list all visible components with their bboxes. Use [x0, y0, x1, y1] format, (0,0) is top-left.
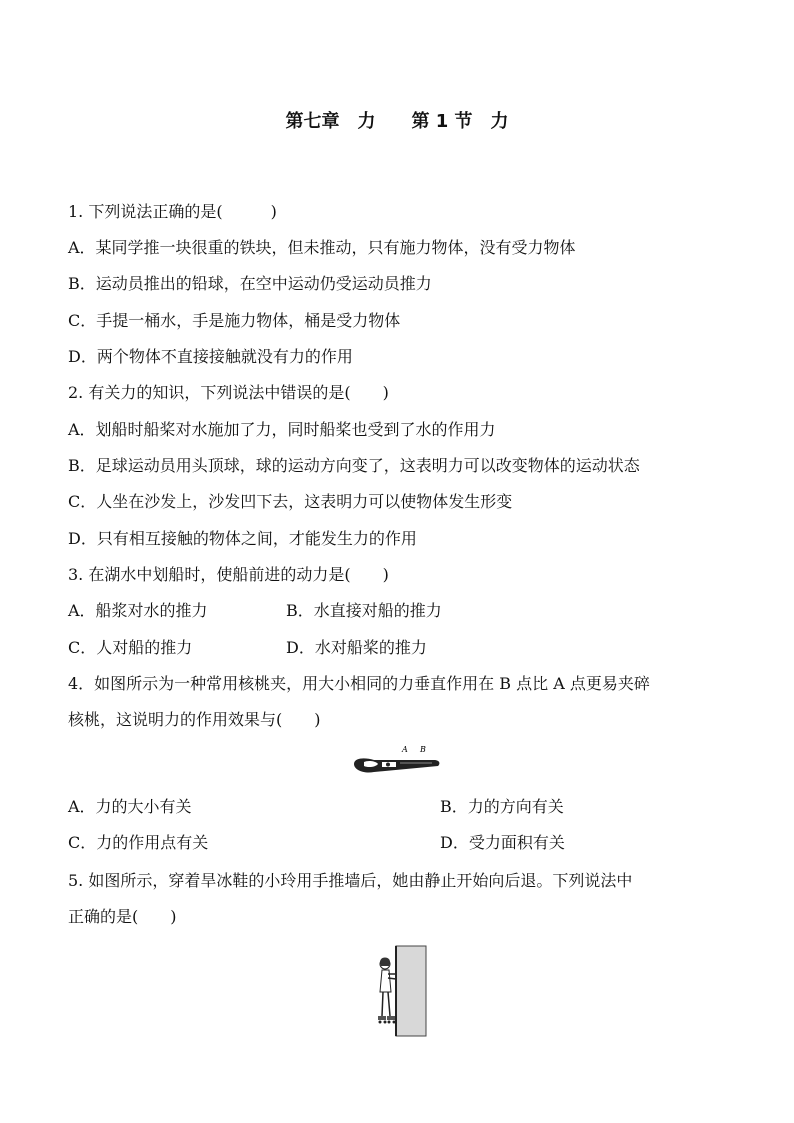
girl-pushing-wall-figure [374, 944, 430, 1038]
question-5-stem-line1: 5. 如图所示，穿着旱冰鞋的小玲用手推墙后，她由静止开始向后退。下列说法中 [68, 871, 633, 890]
page-title [0, 107, 794, 133]
question-1-option-d: D．两个物体不直接接触就没有力的作用 [68, 347, 353, 366]
question-3-option-d: D．水对船桨的推力 [286, 638, 427, 657]
question-4-stem-line2: 核桃，这说明力的作用效果与( ) [68, 710, 321, 729]
question-2-option-d: D．只有相互接触的物体之间，才能发生力的作用 [68, 529, 417, 548]
question-2-option-a: A．划船时船桨对水施加了力，同时船桨也受到了水的作用力 [68, 420, 496, 439]
question-4-option-d: D．受力面积有关 [440, 833, 565, 852]
question-1-option-c: C．手提一桶水，手是施力物体，桶是受力物体 [68, 311, 401, 330]
question-4-option-c: C．力的作用点有关 [68, 833, 209, 852]
question-4-stem-line1: 4．如图所示为一种常用核桃夹，用大小相同的力垂直作用在 B 点比 A 点更易夹碎 [68, 674, 650, 693]
question-1-stem: 1. 下列说法正确的是( ) [68, 202, 277, 221]
question-5-stem-line2: 正确的是( ) [68, 907, 177, 926]
question-4-option-b: B．力的方向有关 [440, 797, 564, 816]
question-2-option-b: B．足球运动员用头顶球，球的运动方向变了，这表明力可以改变物体的运动状态 [68, 456, 640, 475]
question-2-option-c: C．人坐在沙发上，沙发凹下去，这表明力可以使物体发生形变 [68, 492, 513, 511]
question-1-option-b: B．运动员推出的铅球，在空中运动仍受运动员推力 [68, 274, 432, 293]
question-2-stem: 2. 有关力的知识，下列说法中错误的是( ) [68, 383, 389, 402]
chapter-title: 第七章 力 [285, 111, 376, 132]
question-3-option-c: C．人对船的推力 [68, 638, 193, 657]
nutcracker-label-a: A [402, 745, 408, 754]
question-4-option-a: A．力的大小有关 [68, 797, 192, 816]
question-3-option-b: B．水直接对船的推力 [286, 601, 442, 620]
nutcracker-figure [350, 742, 442, 778]
question-1-option-a: A．某同学推一块很重的铁块，但未推动，只有施力物体，没有受力物体 [68, 238, 576, 257]
question-3-stem: 3. 在湖水中划船时，使船前进的动力是( ) [68, 565, 389, 584]
section-title: 第 1 节 力 [411, 111, 509, 132]
question-3-option-a: A．船浆对水的推力 [68, 601, 208, 620]
nutcracker-label-b: B [420, 745, 426, 754]
